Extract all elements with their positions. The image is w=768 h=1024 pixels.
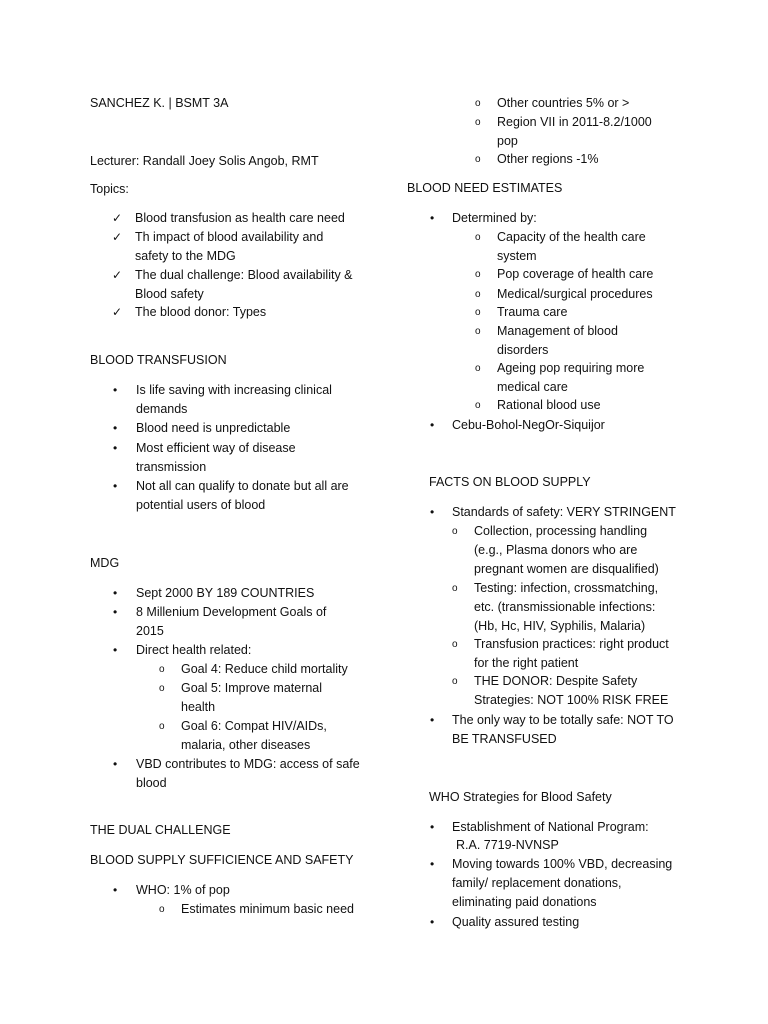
circle-bullet-icon: o [475, 154, 481, 165]
list-item-cont: 2015 [136, 624, 164, 638]
bullet-icon: • [430, 915, 435, 929]
check-icon: ✓ [112, 268, 123, 282]
sub-list-item-cont: Strategies: NOT 100% RISK FREE [474, 693, 669, 707]
sub-list-item: Pop coverage of health care [497, 267, 654, 281]
circle-bullet-icon: o [159, 904, 165, 915]
circle-bullet-icon: o [475, 363, 481, 374]
sub-list-item-cont: medical care [497, 380, 568, 394]
sub-list-item: Other countries 5% or > [497, 96, 630, 110]
bullet-icon: • [430, 505, 435, 519]
circle-bullet-icon: o [475, 98, 481, 109]
bullet-icon: • [113, 421, 118, 435]
list-item-cont: potential users of blood [136, 498, 266, 512]
list-item: Cebu-Bohol-NegOr-Siquijor [452, 418, 605, 432]
sub-list-item: Management of blood [497, 324, 618, 338]
topic-item: Th impact of blood availability and [135, 230, 324, 244]
sub-list-item-cont: pregnant women are disqualified) [474, 562, 659, 576]
sub-list-item-cont: health [181, 700, 216, 714]
sub-list-item: Collection, processing handling [474, 524, 648, 538]
check-icon: ✓ [112, 305, 123, 319]
circle-bullet-icon: o [452, 676, 458, 687]
list-item: VBD contributes to MDG: access of safe [136, 757, 360, 771]
sub-list-item-cont: (e.g., Plasma donors who are [474, 543, 638, 557]
bullet-icon: • [113, 643, 118, 657]
sub-list-item: Rational blood use [497, 398, 601, 412]
circle-bullet-icon: o [475, 289, 481, 300]
list-item-cont: blood [136, 776, 167, 790]
list-item: Determined by: [452, 211, 537, 225]
sub-list-item-cont: disorders [497, 343, 549, 357]
topic-item: The dual challenge: Blood availability & [135, 268, 353, 282]
sub-list-item: THE DONOR: Despite Safety [474, 674, 638, 688]
sub-list-item: Region VII in 2011-8.2/1000 [497, 115, 652, 129]
author-line: SANCHEZ K. | BSMT 3A [90, 96, 229, 110]
list-item: Direct health related: [136, 643, 252, 657]
check-icon: ✓ [112, 211, 123, 225]
sub-list-item: Testing: infection, crossmatching, [474, 581, 659, 595]
sub-list-item: Goal 4: Reduce child mortality [181, 662, 348, 676]
list-item: Is life saving with increasing clinical [136, 383, 332, 397]
sub-list-item-cont: etc. (transmissionable infections: [474, 600, 656, 614]
list-item: Most efficient way of disease [136, 441, 296, 455]
list-item: 8 Millenium Development Goals of [136, 605, 327, 619]
list-item-cont: transmission [136, 460, 207, 474]
list-item: WHO: 1% of pop [136, 883, 230, 897]
circle-bullet-icon: o [475, 307, 481, 318]
sub-list-item-cont: system [497, 249, 537, 263]
circle-bullet-icon: o [452, 639, 458, 650]
lecturer-line: Lecturer: Randall Joey Solis Angob, RMT [90, 154, 319, 168]
bullet-icon: • [430, 820, 435, 834]
sub-list-item: Ageing pop requiring more [497, 361, 645, 375]
bullet-icon: • [113, 757, 118, 771]
list-item: Moving towards 100% VBD, decreasing [452, 857, 673, 871]
list-item-cont: family/ replacement donations, [452, 876, 622, 890]
list-item-cont: R.A. 7719-NVNSP [456, 838, 559, 852]
sub-list-item: Transfusion practices: right product [474, 637, 669, 651]
list-item: Not all can qualify to donate but all are [136, 479, 349, 493]
section-heading-who-strategies: WHO Strategies for Blood Safety [429, 790, 612, 804]
sub-list-item: Estimates minimum basic need [181, 902, 354, 916]
section-heading-blood-transfusion: BLOOD TRANSFUSION [90, 353, 227, 367]
sub-list-item: Goal 5: Improve maternal [181, 681, 323, 695]
sub-list-item: Trauma care [497, 305, 568, 319]
bullet-icon: • [430, 713, 435, 727]
list-item: Blood need is unpredictable [136, 421, 291, 435]
sub-list-item: Capacity of the health care [497, 230, 646, 244]
bullet-icon: • [430, 857, 435, 871]
topic-item-cont: safety to the MDG [135, 249, 236, 263]
topic-item-cont: Blood safety [135, 287, 204, 301]
circle-bullet-icon: o [159, 664, 165, 675]
bullet-icon: • [430, 211, 435, 225]
sub-list-item-cont: for the right patient [474, 656, 579, 670]
list-item: Establishment of National Program: [452, 820, 649, 834]
list-item: Sept 2000 BY 189 COUNTRIES [136, 586, 315, 600]
section-heading-dual-challenge: THE DUAL CHALLENGE [90, 823, 231, 837]
sub-list-item-cont: (Hb, Hc, HIV, Syphilis, Malaria) [474, 619, 646, 633]
topic-item: The blood donor: Types [135, 305, 267, 319]
bullet-icon: • [113, 479, 118, 493]
circle-bullet-icon: o [475, 400, 481, 411]
bullet-icon: • [113, 383, 118, 397]
sub-list-item-cont: pop [497, 134, 518, 148]
sub-list-item-cont: malaria, other diseases [181, 738, 311, 752]
circle-bullet-icon: o [159, 721, 165, 732]
bullet-icon: • [113, 883, 118, 897]
list-item-cont: BE TRANSFUSED [452, 732, 557, 746]
circle-bullet-icon: o [452, 583, 458, 594]
list-item: The only way to be totally safe: NOT TO [452, 713, 674, 727]
circle-bullet-icon: o [475, 117, 481, 128]
section-heading-blood-need: BLOOD NEED ESTIMATES [407, 181, 563, 195]
sub-list-item: Other regions -1% [497, 152, 599, 166]
circle-bullet-icon: o [475, 326, 481, 337]
bullet-icon: • [113, 441, 118, 455]
circle-bullet-icon: o [475, 269, 481, 280]
bullet-icon: • [113, 586, 118, 600]
list-item-cont: demands [136, 402, 188, 416]
section-heading-facts: FACTS ON BLOOD SUPPLY [429, 475, 591, 489]
section-subheading: BLOOD SUPPLY SUFFICIENCE AND SAFETY [90, 853, 354, 867]
section-heading-mdg: MDG [90, 556, 120, 570]
circle-bullet-icon: o [475, 232, 481, 243]
list-item: Standards of safety: VERY STRINGENT [452, 505, 676, 519]
circle-bullet-icon: o [452, 526, 458, 537]
circle-bullet-icon: o [159, 683, 165, 694]
list-item-cont: eliminating paid donations [452, 895, 597, 909]
sub-list-item: Medical/surgical procedures [497, 287, 653, 301]
bullet-icon: • [113, 605, 118, 619]
sub-list-item: Goal 6: Compat HIV/AIDs, [181, 719, 327, 733]
bullet-icon: • [430, 418, 435, 432]
list-item: Quality assured testing [452, 915, 580, 929]
check-icon: ✓ [112, 230, 123, 244]
topics-label: Topics: [90, 182, 129, 196]
topic-item: Blood transfusion as health care need [135, 211, 345, 225]
